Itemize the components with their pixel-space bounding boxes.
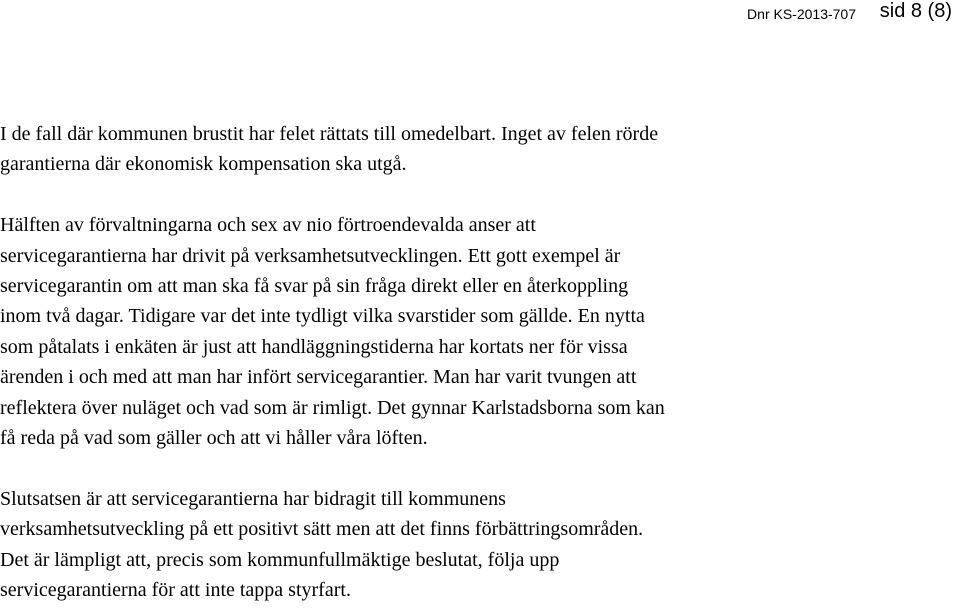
document-number: Dnr KS-2013-707 [747, 6, 856, 22]
page-number: sid 8 (8) [879, 0, 952, 22]
text-line: Slutsatsen är att servicegarantierna har bidragit till kommunens [0, 487, 506, 510]
text-line: Det är lämpligt att, precis som kommunfullmäktige beslutat, följa upp [0, 548, 560, 571]
text-line: Hälften av förvaltningarna och sex av nio förtroendevalda anser att [0, 214, 536, 237]
text-line: I de fall där kommunen brustit har felet rättats till omedelbart. Inget av felen rörde [0, 123, 659, 145]
paragraph-correction [0, 119, 958, 180]
text-line: servicegarantierna för att inte tappa styrfart. [0, 579, 351, 602]
page-header [0, 0, 960, 30]
paragraph-survey-results [0, 210, 958, 453]
text-line: verksamhetsutveckling på ett positivt sätt men att det finns förbättringsområden. [0, 518, 644, 541]
text-line: garantierna där ekonomisk kompensation ska utgå. [0, 153, 407, 176]
text-line: som påtalats i enkäten är just att handläggningstiderna har kortats ner för vissa [0, 335, 628, 358]
text-line: servicegarantin om att man ska få svar på sin fråga direkt eller en återkoppling [0, 275, 629, 298]
document-body [0, 119, 958, 605]
text-line: reflektera över nuläget och vad som är rimligt. Det gynnar Karlstadsborna som kan [0, 396, 665, 419]
paragraph-conclusion [0, 484, 958, 606]
text-line: inom två dagar. Tidigare var det inte tydligt vilka svarstider som gällde. En nytta [0, 305, 645, 328]
text-line: servicegarantierna har drivit på verksamhetsutvecklingen. Ett gott exempel är [0, 244, 621, 267]
text-line: ärenden i och med att man har infört servicegarantier. Man har varit tvungen att [0, 366, 637, 389]
text-line: få reda på vad som gäller och att vi håller våra löften. [0, 427, 428, 450]
